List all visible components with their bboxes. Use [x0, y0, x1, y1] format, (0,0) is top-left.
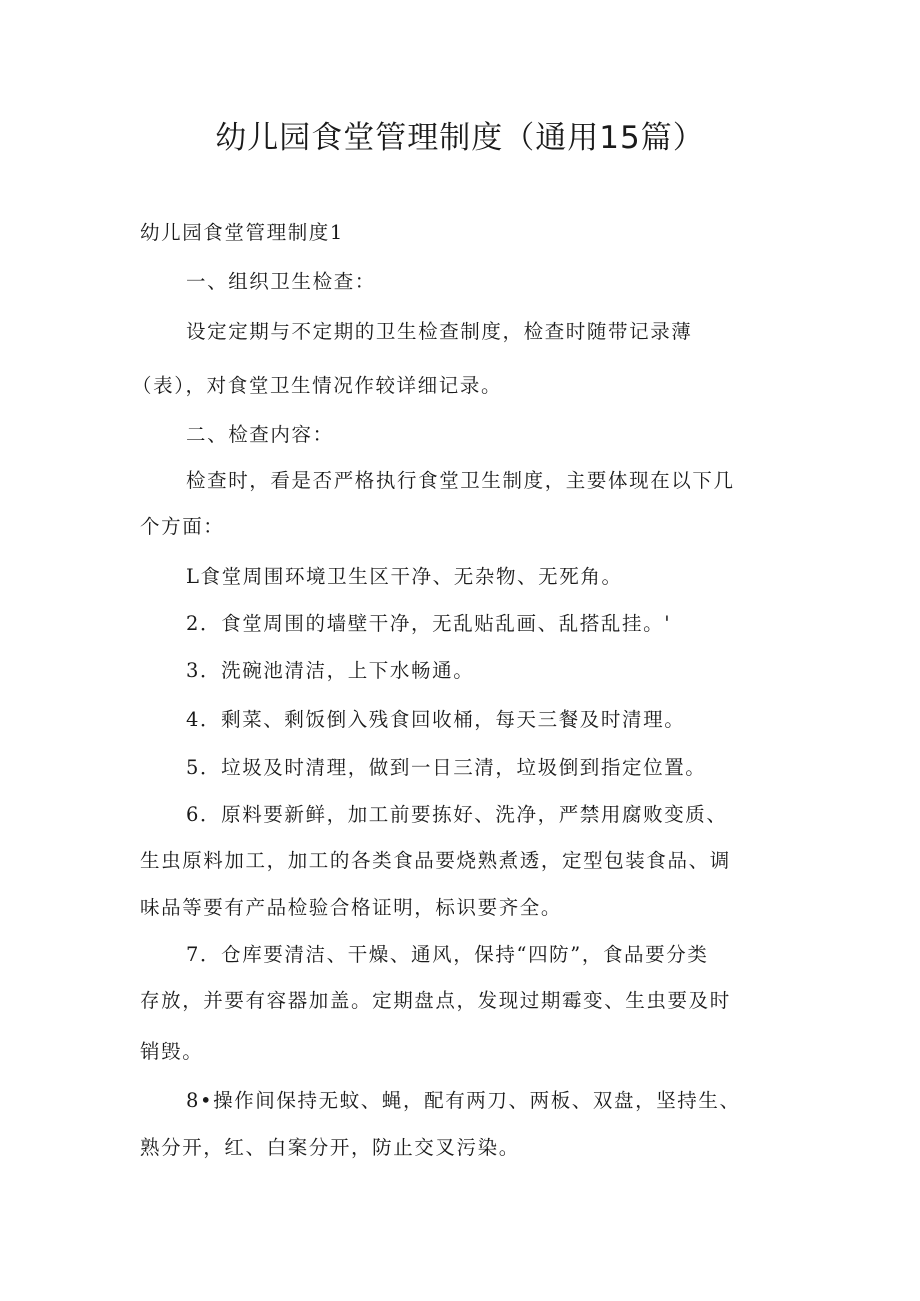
list-item: L食堂周围环境卫生区干净、无杂物、无死角。: [186, 565, 623, 588]
list-item: 6．原料要新鲜，加工前要拣好、洗净，严禁用腐败变质、: [186, 803, 728, 826]
section-heading: 幼儿园食堂管理制度1: [140, 221, 344, 244]
paragraph-line: 检查时，看是否严格执行食堂卫生制度，主要体现在以下几: [186, 469, 735, 492]
list-item-continuation: 存放，并要有容器加盖。定期盘点，发现过期霉变、生虫要及时: [140, 989, 731, 1012]
subheading-line: 一、组织卫生检查：: [186, 270, 376, 293]
list-item: 3．洗碗池清洁，上下水畅通。: [186, 659, 475, 682]
paragraph-line: 设定定期与不定期的卫生检查制度，检查时随带记录薄: [186, 320, 693, 343]
list-item: 5．垃圾及时清理，做到一日三清，垃圾倒到指定位置。: [186, 756, 707, 779]
document-title: 幼儿园食堂管理制度（通用15篇）: [215, 120, 705, 156]
list-item: 4．剩菜、剩饭倒入残食回收桶，每天三餐及时清理。: [186, 708, 686, 731]
list-item-continuation: 生虫原料加工，加工的各类食品要烧熟煮透，定型包装食品、调: [140, 849, 731, 872]
paragraph-line: 个方面：: [140, 515, 225, 538]
paragraph-line: （表），对食堂卫生情况作较详细记录。: [132, 374, 503, 397]
list-item-continuation: 味品等要有产品检验合格证明，标识要齐全。: [140, 896, 563, 919]
list-item: 8•操作间保持无蚊、蝇，配有两刀、两板、双盘，坚持生、: [186, 1089, 741, 1112]
list-item: 7．仓库要清洁、干燥、通风，保持“四防”，食品要分类: [186, 943, 709, 966]
list-item-continuation: 熟分开，红、白案分开，防止交叉污染。: [140, 1136, 520, 1159]
subheading-line: 二、检查内容：: [186, 423, 334, 446]
list-item: 2．食堂周围的墙壁干净，无乱贴乱画、乱搭乱挂。': [186, 612, 672, 635]
list-item-continuation: 销毁。: [140, 1040, 204, 1063]
